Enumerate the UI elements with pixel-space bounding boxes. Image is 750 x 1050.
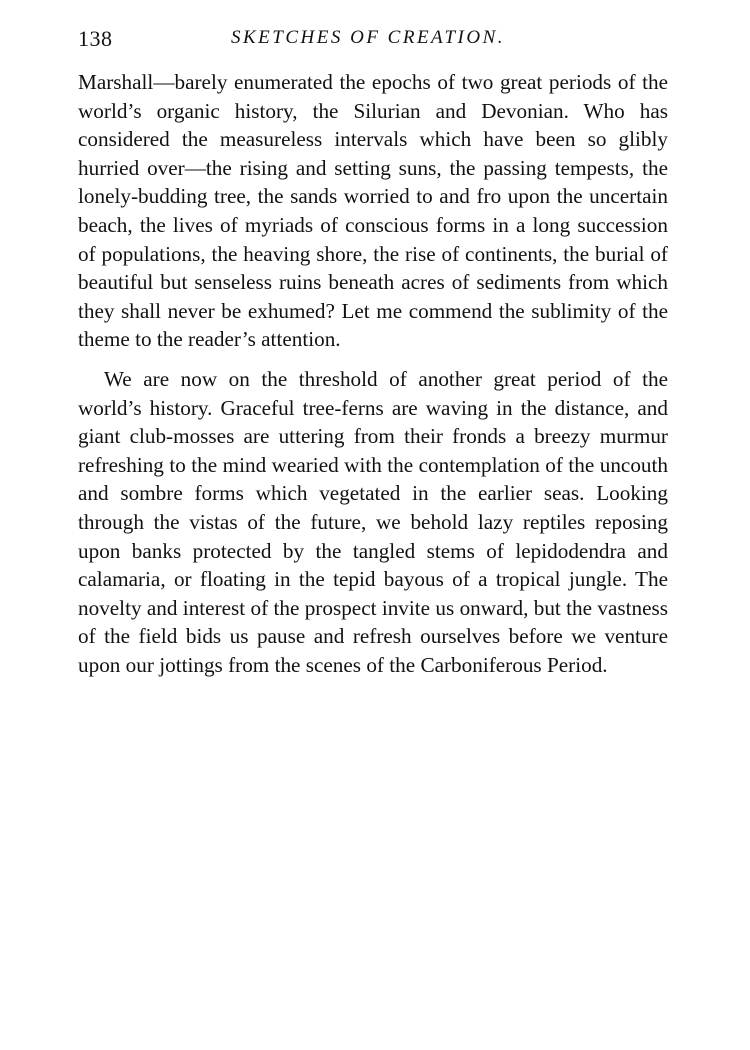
paragraph-threshold: We are now on the threshold of another great period of the world’s history. Graceful tree-ferns are waving in the distance, and giant club-mosses are uttering from their fronds a breezy murmur refreshing to the mind wearied with the contemplation of the uncouth and sombre forms which vegetated in the earlier seas. Looking through the vistas of the future, we behold lazy reptiles reposing upon banks protected by the tangled stems of lepidodendra and calamaria, or floating in the tepid bayous of a tropical jungle. The novelty and interest of the prospect invite us onward, but the vastness of the field bids us pause and refresh ourselves before we venture upon our jottings from the scenes of the Carboniferous Period. [78,366,668,677]
body-text [78,68,668,679]
running-head [78,26,668,54]
paragraph-continued: Marshall—barely enumerated the epochs of two great periods of the world’s organic history, the Silurian and Devonian. Who has considered the measureless intervals which have been so glibly hurried over—the rising and setting suns, the passing tempests, the lonely-budding tree, the sands worried to and fro upon the uncertain beach, the lives of myriads of conscious forms in a long succession of populations, the heaving shore, the rise of continents, the burial of beautiful but senseless ruins beneath acres of sediments from which they shall never be exhumed? Let me commend the sublimity of the theme to the reader’s attention. [78,70,668,352]
page-number: 138 [78,26,113,51]
running-title: SKETCHES OF CREATION. [231,27,505,48]
